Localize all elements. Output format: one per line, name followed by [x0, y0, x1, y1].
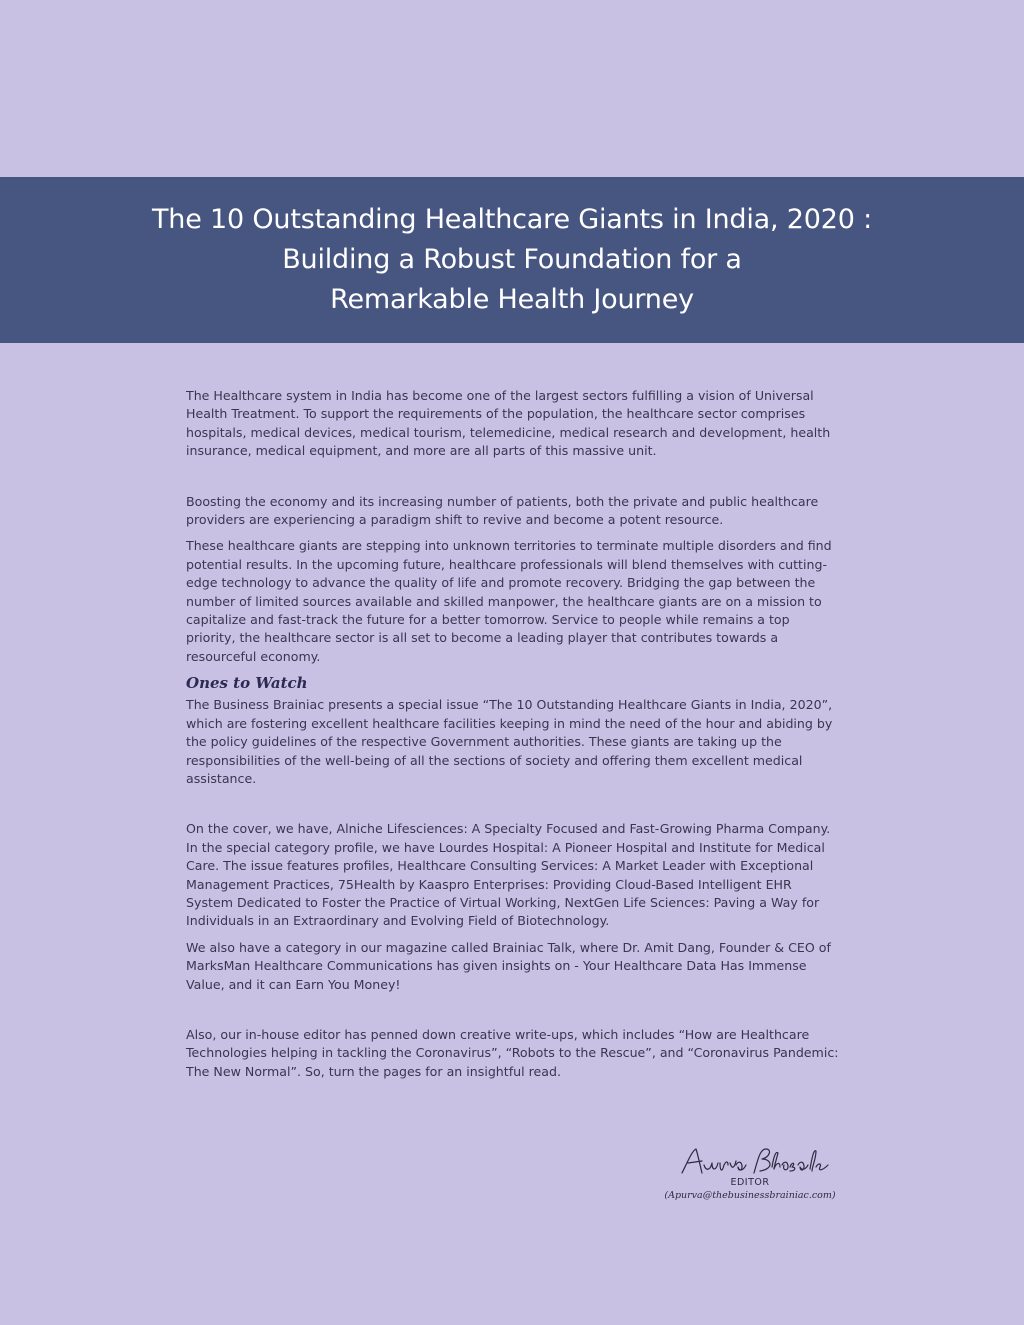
section-paragraph-4: Also, our in-house editor has penned down creative write-ups, which includes “How are Healthcare Technologies helping in tackling the Coronavirus”, “Robots to the Rescue”, and “Coronavirus Pandemic: The New Normal”. So, turn the pages for an insightful read. [186, 1026, 839, 1079]
handwritten-signature [670, 1143, 830, 1179]
page-title-line-3: Remarkable Health Journey [330, 284, 694, 315]
editor-signature-block [660, 1143, 840, 1201]
section-paragraph-1: The Business Brainiac presents a special issue “The 10 Outstanding Healthcare Giants in India, 2020”, which are fostering excellent healthcare facilities keeping in mind the need of the hour and abiding by the policy guidelines of the respective Government authorities. These giants are taking up the responsibilities of the well-being of all the sections of society and offering them excellent medical assistance. [186, 697, 833, 786]
page-title-line-1: The 10 Outstanding Healthcare Giants in India, 2020 : [152, 204, 872, 235]
article-body [186, 387, 842, 1089]
section-paragraph-3: We also have a category in our magazine called Brainiac Talk, where Dr. Amit Dang, Founder & CEO of MarksMan Healthcare Communications has given insights on - Your Healthcare Data Has Immense Value, and it can Earn You Money! [186, 939, 831, 992]
section-heading: Ones to Watch [186, 674, 308, 693]
intro-paragraph-3: These healthcare giants are stepping into unknown territories to terminate multiple disorders and find potential results. In the upcoming future, healthcare professionals will blend themselves with cutting-edge technology to advance the quality of life and promote recovery. Bridging the gap between the number of limited sources available and skilled manpower, the healthcare giants are on a mission to capitalize and fast-track the future for a better tomorrow. Service to people while remains a top priority, the healthcare sector is all set to become a leading player that contributes towards a resourceful economy. [186, 538, 832, 664]
intro-paragraph-2: Boosting the economy and its increasing number of patients, both the private and public healthcare providers are experiencing a paradigm shift to revive and become a potent resource. [186, 493, 819, 528]
section-paragraph-2: On the cover, we have, Alniche Lifesciences: A Specialty Focused and Fast-Growing Pharma Company. In the special category profile, we have Lourdes Hospital: A Pioneer Hospital and Institute for Medical Care. The issue features profiles, Healthcare Consulting Services: A Market Leader with Exceptional Management Practices, 75Health by Kaaspro Enterprises: Providing Cloud-Based Intelligent EHR System Dedicated to Foster the Practice of Virtual Working, NextGen Life Sciences: Paving a Way for Individuals in an Extraordinary and Evolving Field of Biotechnology. [186, 821, 831, 929]
title-banner [0, 177, 1024, 343]
editor-role-label: EDITOR [730, 1177, 770, 1188]
page-title-line-2: Building a Robust Foundation for a [282, 244, 742, 275]
editor-email: (Apurva@thebusinessbrainiac.com) [664, 1190, 836, 1201]
intro-paragraph-1: The Healthcare system in India has become one of the largest sectors fulfilling a vision of Universal Health Treatment. To support the requirements of the population, the healthcare sector comprises hospitals, medical devices, medical tourism, telemedicine, medical research and development, health insurance, medical equipment, and more are all parts of this massive unit. [186, 388, 831, 459]
